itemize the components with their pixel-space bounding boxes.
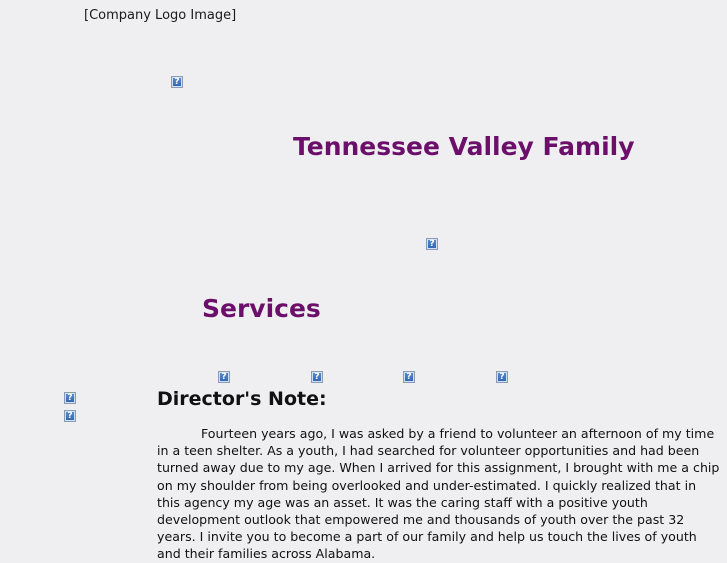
site-title-line-2: Services — [202, 294, 321, 323]
sidebar-image-1-icon[interactable]: ? — [64, 392, 76, 404]
company-logo-alt-text: [Company Logo Image] — [84, 8, 237, 23]
nav-image-4-icon[interactable]: ? — [496, 371, 508, 383]
nav-image-2-icon[interactable]: ? — [311, 371, 323, 383]
site-title-line-1: Tennessee Valley Family — [293, 132, 635, 161]
directors-note-body: Fourteen years ago, I was asked by a friend to volunteer an afternoon of my time in a teen shelter. As a youth, I had searched for volunteer opportunities and had been turned away due to my age. When I arrived for this assignment, I brought with me a chip on my shoulder from being overlooked and under-estimated. I quickly realized that in this agency my age was an asset. It was the caring staff with a positive youth development outlook that empowered me and thousands of youth over the past 32 years. I invite you to become a part of our family and help us touch the lives of youth and their families across Alabama. — [157, 426, 720, 562]
sidebar-image-2-icon[interactable]: ? — [64, 410, 76, 422]
broken-image-icon: ? — [171, 76, 183, 88]
broken-image-icon: ? — [426, 238, 438, 250]
nav-image-1-icon[interactable]: ? — [218, 371, 230, 383]
nav-image-3-icon[interactable]: ? — [403, 371, 415, 383]
directors-note-heading: Director's Note: — [157, 388, 327, 410]
